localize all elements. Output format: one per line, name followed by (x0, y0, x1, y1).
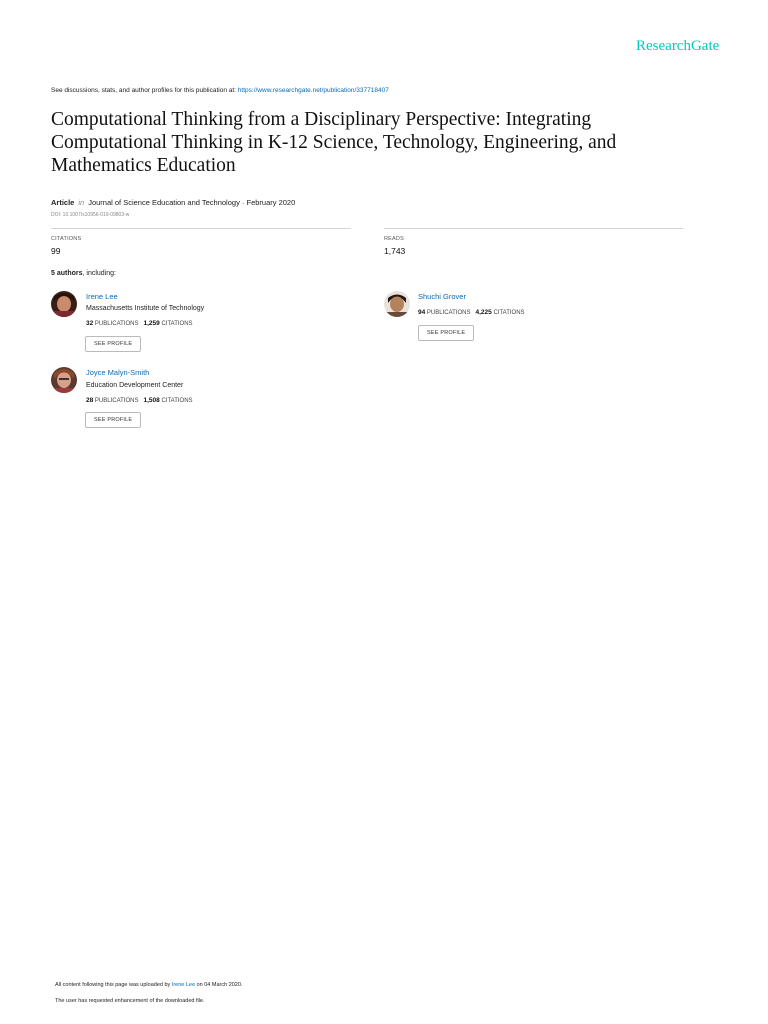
author-photo-icon (51, 367, 77, 393)
publication-url-link[interactable]: https://www.researchgate.net/publication/337718407 (237, 87, 389, 94)
citations-count: 1,259 (143, 320, 160, 327)
author-photo-icon (384, 291, 410, 317)
citations-count: 4,225 (475, 309, 492, 316)
article-meta (51, 198, 295, 207)
reads-value: 1,743 (384, 246, 406, 256)
authors-count: 5 authors (51, 270, 83, 277)
journal-name: Journal of Science Education and Technology · February 2020 (88, 198, 296, 207)
publications-label: PUBLICATIONS (94, 321, 139, 327)
author-stats (86, 397, 193, 404)
author-institution: Education Development Center (86, 382, 184, 389)
authors-suffix: , including: (82, 270, 116, 277)
author-photo-icon (51, 291, 77, 317)
disclaimer-text: See discussions, stats, and author profiles for this publication at: (51, 87, 238, 94)
citations-label: CITATIONS (51, 236, 82, 242)
in-word: in (78, 198, 85, 207)
uploader-link[interactable]: Irene Lee (171, 982, 196, 988)
citations-label: CITATIONS (493, 310, 525, 316)
researchgate-logo[interactable]: ResearchGate (636, 38, 720, 54)
publications-count: 28 (86, 397, 94, 404)
author-name-link[interactable]: Irene Lee (86, 292, 118, 301)
author-name-link[interactable]: Joyce Malyn-Smith (86, 368, 150, 377)
reads-label: READS (384, 236, 404, 242)
avatar[interactable] (384, 291, 410, 317)
authors-heading (51, 270, 116, 277)
author-name-link[interactable]: Shuchi Grover (418, 292, 466, 301)
publication-title: Computational Thinking from a Disciplinary Perspective: Integrating Computational Thinking in K-12 Science, Technology, Engineering, and Mathematics Education (51, 109, 617, 176)
article-type: Article (51, 198, 75, 207)
see-profile-button[interactable]: SEE PROFILE (85, 336, 141, 352)
citations-value: 99 (51, 246, 61, 256)
avatar[interactable] (51, 367, 77, 393)
upload-note (55, 982, 242, 988)
avatar[interactable] (51, 291, 77, 317)
see-profile-button[interactable]: SEE PROFILE (418, 325, 474, 341)
citations-count: 1,508 (143, 397, 160, 404)
author-stats (86, 320, 193, 327)
upload-prefix: All content following this page was uploaded by (55, 982, 172, 988)
publications-label: PUBLICATIONS (426, 310, 471, 316)
author-institution: Massachusetts Institute of Technology (86, 305, 205, 312)
citations-label: CITATIONS (161, 398, 193, 404)
see-profile-button[interactable]: SEE PROFILE (85, 412, 141, 428)
upload-suffix: on 04 March 2020. (195, 982, 243, 988)
doi: DOI: 10.1007/s10956-019-09803-w (51, 212, 130, 218)
publications-label: PUBLICATIONS (94, 398, 139, 404)
disclaimer-line (51, 87, 389, 94)
publications-count: 32 (86, 320, 94, 327)
author-stats (418, 309, 525, 316)
citations-divider (51, 228, 351, 229)
citations-label: CITATIONS (161, 321, 193, 327)
reads-divider (384, 228, 683, 229)
publications-count: 94 (418, 309, 426, 316)
enhancement-note: The user has requested enhancement of the downloaded file. (55, 998, 205, 1004)
